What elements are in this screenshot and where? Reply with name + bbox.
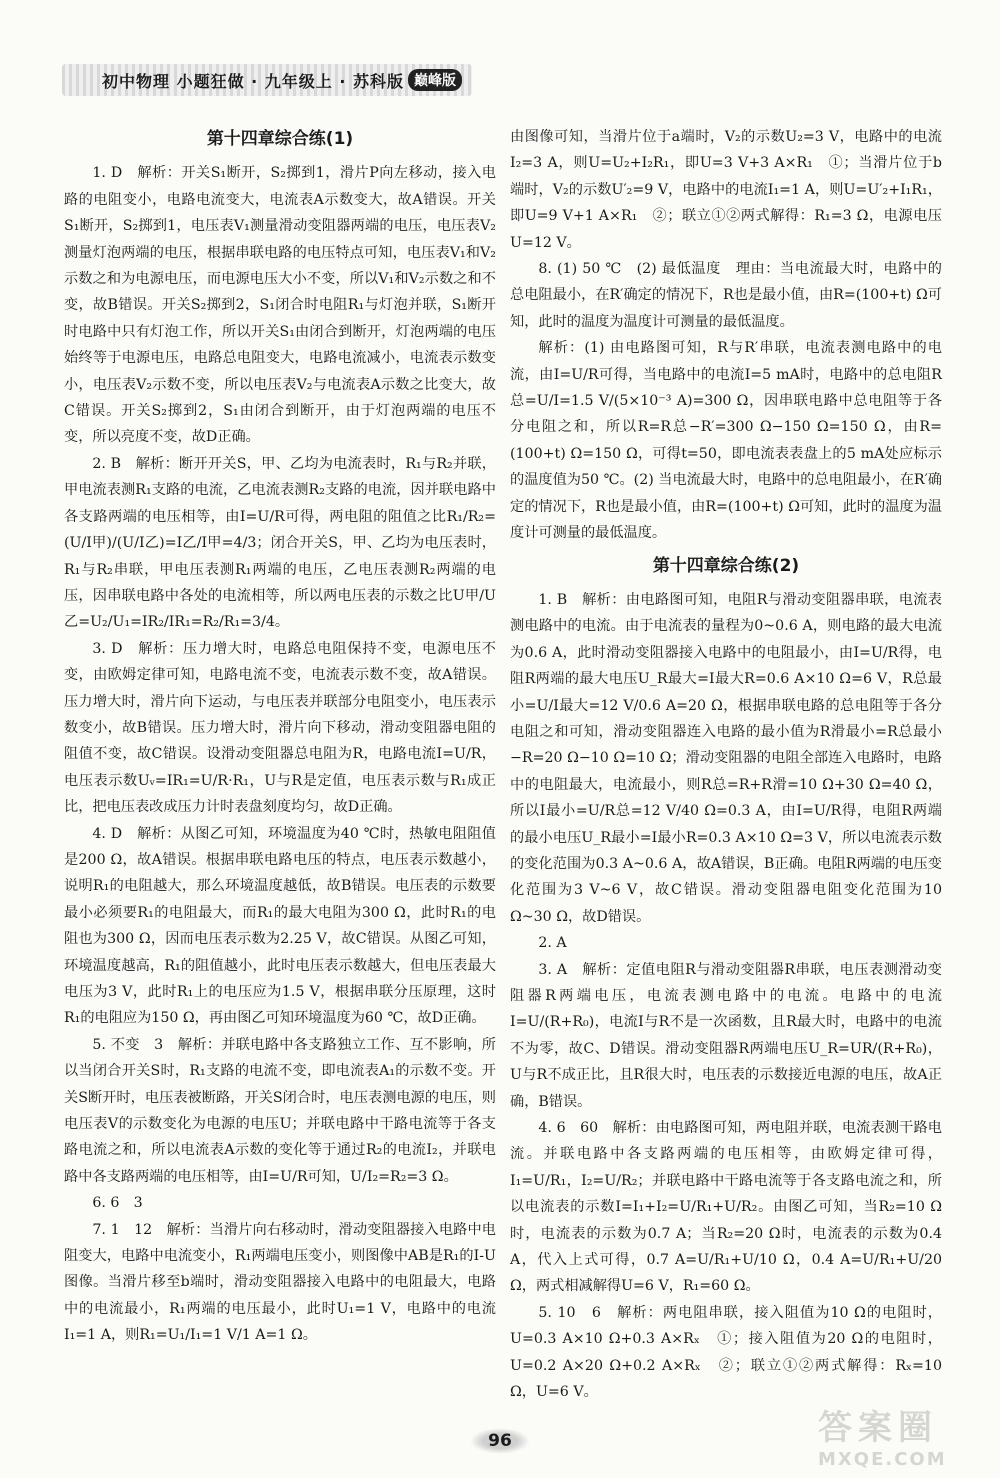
answer-5: 5. 不变 3 解析：并联电路中各支路独立工作、互不影响，所以当闭合开关S时，R₁支路的电流不变，即电流表A₁的示数不变。开关S断开时，电压表被断路，开关S闭合时，电压表测电源的电压，则电压表V的示数变化为电源的电压U；并联电路中干路电流等于各支路电流之和，所以电流表A示数的变化等于通过R₂的电流I₂，并联电路中各支路两端的电压相等，由I=U/R可知，U/I₂=R₂=3 Ω。 [64, 1036, 496, 1185]
answer-8: 8. (1) 50 ℃ (2) 最低温度 理由：当电流最大时，电路中的总电阻最小，在R′确定的情况下，R也是最小值，由R=(100+t) Ω可知，此时的温度为温度计可测量的最低温度。 [510, 261, 942, 330]
section-title-1: 第十四章综合练(1) [206, 129, 354, 149]
answer-2-5: 5. 10 6 解析：两电阻串联，接入阻值为10 Ω的电阻时，U=0.3 A×10 Ω+0.3 A×Rₓ ①；接入阻值为20 Ω的电阻时，U=0.2 A×20 Ω+0.2 A×Rₓ ②；联立①②两式解得：Rₓ=10 Ω，U=6 V。 [510, 1304, 942, 1401]
answer-2-4: 4. 6 60 解析：由电路图可知，两电阻并联，电流表测干路电流。并联电路中各支路两端的电压相等，由欧姆定律可得，I₁=U/R₁，I₂=U/R₂；并联电路中干路电流等于各支路电流之和，所以电流表的示数I=I₁+I₂=U/R₁+U/R₂。由图乙可知，当R₂=10 Ω时，电流表的示数为0.7 A；当R₂=20 Ω时，电流表的示数为0.4 A，代入上式可得，0.7 A=U/R₁+U/10 Ω，0.4 A=U/R₁+U/20 Ω，两式相减解得U=6 V，R₁=60 Ω。 [510, 1120, 942, 1295]
answer-6: 6. 6 3 [92, 1195, 143, 1212]
edition-badge: 巅峰版 [408, 69, 462, 91]
left-column [64, 120, 496, 1349]
answer-8-analysis: 解析：(1) 由电路图可知，R与R′串联，电流表测电路中的电流，由I=U/R可得，当电路中的电流I=5 mA时，电路中的总电阻R总=U/I=1.5 V/(5×10⁻³ A)=300 Ω，因串联电路中总电阻等于各分电阻之和，所以R=R总−R′=300 Ω−150 Ω=150 Ω，由R=(100+t) Ω=150 Ω，可得t=50，即电流表表盘上的5 mA处应标示的温度值为50 ℃。(2) 当电流最大时，电路中的总电阻最小，在R′确定的情况下，R也是最小值，由R=(100+t) Ω可知，此时的温度为温度计可测量的最低温度。 [510, 340, 942, 542]
answer-7-continued: 由图像可知，当滑片位于a端时，V₂的示数U₂=3 V，电路中的电流I₂=3 A，则U=U₂+I₂R₁，即U=3 V+3 A×R₁ ①；当滑片位于b端时，V₂的示数U′₂=9 V，电路中的电流I₁=1 A，则U=U′₂+I₁R₁，即U=9 V+1 A×R₁ ②；联立①②两式解得：R₁=3 Ω，电源电压U=12 V。 [510, 129, 942, 251]
answer-2-3: 3. A 解析：定值电阻R与滑动变阻器R串联，电压表测滑动变阻器R两端电压，电流表测电路中的电流。电路中的电流I=U/(R+R₀)，电流I与R不是一次函数，且R最大时，电路中的电流不为零，故C、D错误。滑动变阻器R两端电压U_R=UR/(R+R₀)，U与R不成正比，且R很大时，电压表的示数接近电源的电压，故A正确，B错误。 [510, 961, 942, 1110]
page-number: 96 [470, 1428, 530, 1454]
watermark-url: MXQE.COM [818, 1449, 947, 1470]
answer-7: 7. 1 12 解析：当滑片向右移动时，滑动变阻器接入电路中电阻变大，电路中电流变小，R₁两端电压变小，则图像中AB是R₁的I-U图像。当滑片移至b端时，滑动变阻器接入电路中的电阻最大，电路中的电流最小，R₁两端的电压最小，此时U₁=1 V，电路中的电流I₁=1 A，则R₁=U₁/I₁=1 V/1 A=1 Ω。 [64, 1221, 496, 1344]
watermark-logo [818, 1400, 988, 1470]
answer-4: 4. D 解析：从图乙可知，环境温度为40 ℃时，热敏电阻阻值是200 Ω，故A错误。根据串联电路电压的特点，电压表示数越小，说明R₁的电阻越大，那么环境温度越低，故B错误。电压表的示数要最小必须要R₁的电阻最大，而R₁的最大电阻为300 Ω，此时R₁的电阻也为300 Ω，因而电压表示数为2.25 V，故C错误。从图乙可知，环境温度越高，R₁的阻值越小，此时电压表示数越大，但电压表最大电压为3 V，此时R₁上的电压应为1.5 V，根据串联分压原理，这时R₁的电阻应为150 Ω，再由图乙可知环境温度为60 ℃，故D正确。 [64, 825, 496, 1027]
right-column [510, 124, 942, 1406]
answer-2: 2. B 解析：断开开关S，甲、乙均为电流表时，R₁与R₂并联，甲电流表测R₁支路的电流，乙电流表测R₂支路的电流，因并联电路中各支路两端的电压相等，由I=U/R可得，两电阻的阻值之比R₁/R₂=(U/I甲)/(U/I乙)=I乙/I甲=4/3；闭合开关S，甲、乙均为电压表时，R₁与R₂串联，甲电压表测R₁两端的电压，乙电压表测R₂两端的电压，因串联电路中各处的电流相等，所以两电压表的示数之比U甲/U乙=U₂/U₁=IR₂/IR₁=R₂/R₁=3/4。 [64, 455, 496, 631]
answer-2-2: 2. A [538, 935, 567, 952]
header-title: 初中物理 小题狂做 · 九年级上 · 苏科版 [102, 71, 405, 91]
running-header [62, 62, 482, 98]
watermark-text: 答案圈 [818, 1408, 938, 1448]
answer-1: 1. D 解析：开关S₁断开，S₂掷到1，滑片P向左移动，接入电路的电阻变小，电路电流变大，电流表A示数变大，故A错误。开关S₁断开，S₂掷到1，电压表V₁测量滑动变阻器两端的电压，电压表V₂测量灯泡两端的电压，根据串联电路的电压特点可知，电压表V₁和V₂示数之和为电源电压，而电源电压大小不变，所以V₁和V₂示数之和不变，故B错误。开关S₂掷到2，S₁闭合时电阻R₁与灯泡并联，S₁断开时电路中只有灯泡工作，所以开关S₁由闭合到断开，灯泡两端的电压始终等于电源电压，电路总电阻变大，电路电流减小，电流表示数变小，电压表V₂示数不变，所以电压表V₂与电流表A示数之比变大，故C错误。开关S₂掷到2，S₁由闭合到断开，由于灯泡两端的电压不变，所以亮度不变，故D正确。 [64, 165, 496, 446]
answer-2-1: 1. B 解析：由电路图可知，电阻R与滑动变阻器串联，电流表测电路中的电流。由于电流表的量程为0~0.6 A，则电路的最大电流为0.6 A，此时滑动变阻器接入电路中的电阻最小，由I=U/R得，电阻R两端的最大电压U_R最大=I最大R=0.6 A×10 Ω=6 V，R总最小=U/I最大=12 V/0.6 A=20 Ω，根据串联电路的总电阻等于各分电阻之和可知，滑动变阻器连入电路的最小值为R滑最小=R总最小−R=20 Ω−10 Ω=10 Ω；滑动变阻器的电阻全部连入电路时，电路中的电阻最大，电流最小，则R总=R+R滑=10 Ω+30 Ω=40 Ω，所以I最小=U/R总=12 V/40 Ω=0.3 A，由I=U/R得，电阻R两端的最小电压U_R最小=I最小R=0.3 A×10 Ω=3 V，所以电流表示数的变化范围为0.3 A~0.6 A，故A错误，B正确。电阻R两端的电压变化范围为3 V~6 V，故C错误。滑动变阻器电阻变化范围为10 Ω~30 Ω，故D错误。 [510, 591, 942, 925]
answer-3: 3. D 解析：压力增大时，电路总电阻保持不变，电源电压不变，由欧姆定律可知，电路电流不变，电流表示数不变，故A错误。压力增大时，滑片向下运动，与电压表并联部分电阻变小，电压表示数变小，故B错误。压力增大时，滑片向下移动，滑动变阻器电阻的阻值不变，故C错误。设滑动变阻器总电阻为R，电路电流I=U/R，电压表示数Uᵥ=IR₁=U/R·R₁，U与R是定值，电压表示数与R₁成正比，把电压表改成压力计时表盘刻度均匀，故D正确。 [64, 640, 496, 816]
section-title-2: 第十四章综合练(2) [652, 555, 800, 576]
